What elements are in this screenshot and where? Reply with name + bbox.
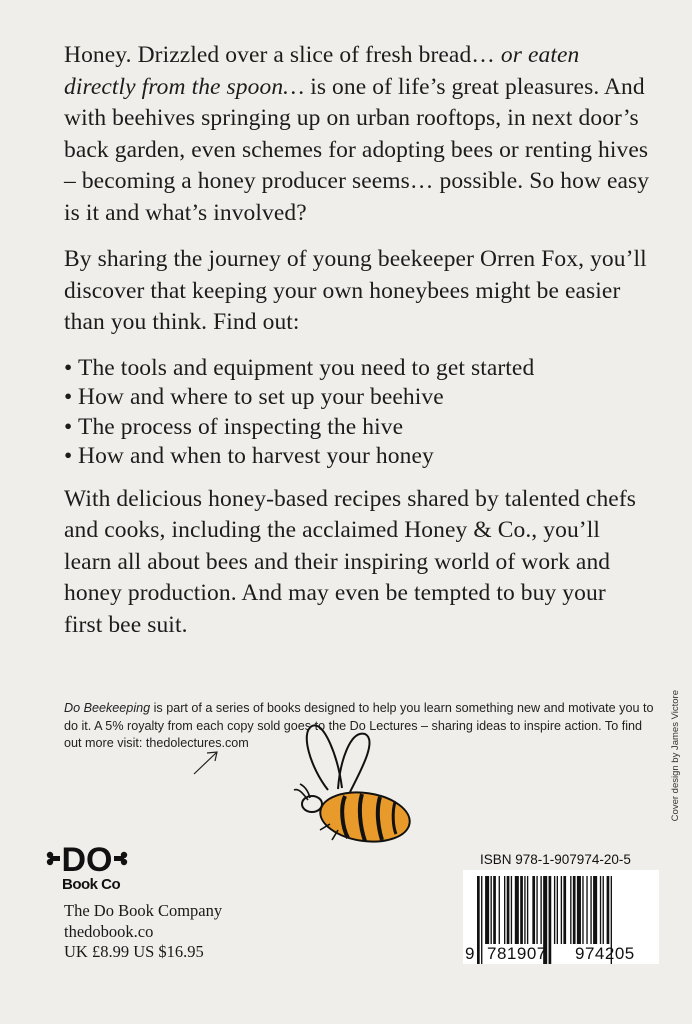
barcode-bar [590,876,591,944]
logo-subtitle: Book Co [62,876,121,893]
barcode-bar [532,876,535,944]
list-item-text: The process of inspecting the hive [78,413,404,440]
logo-mark: DO [61,841,113,879]
bone-icon [47,852,60,865]
barcode-bar [540,876,541,944]
barcode-digit-group-1: 781907 [487,944,547,963]
hand-drawn-arrow-icon [192,748,220,776]
bone-icon [114,852,127,865]
list-item-text: How and when to harvest your honey [78,443,434,469]
publisher-info [64,901,222,963]
blurb-paragraph-3: With delicious honey-based recipes shared by talented chefs and cooks, including the acclaimed Honey & Co., you’ll learn all about bees and their inspiring world of work and honey production. And may even be tempted to buy your first bee suit. [64,485,637,638]
price: UK £8.99 US $16.95 [64,942,204,961]
list-item [64,354,650,384]
list-item [64,413,650,443]
barcode-bar [603,876,604,944]
barcode-bar [586,876,587,944]
publisher-website: thedobook.co [64,921,154,941]
barcode-bar [477,876,480,964]
list-item [64,383,650,413]
barcode-bar [573,876,576,944]
barcode-bar [485,876,489,944]
bullet-icon: • [64,413,73,440]
series-title: Do Beekeeping [64,701,151,715]
blurb-p1-end: is one of life’s great pleasures. And with beehives springing up on urban rooftops, in next door’s back garden, even schemes for adopting bees or renting hives – becoming a honey producer seems… possible. So how easy is it and what’s involved? [64,73,650,226]
publisher-name: The Do Book Company [64,901,223,920]
barcode-bar [520,876,523,944]
barcode-bar [491,876,492,944]
bullet-icon: • [64,443,73,469]
barcode-bar [536,876,537,944]
list-item-text: The tools and equipment you need to get started [78,354,535,381]
barcode-digit-first: 9 [465,944,475,963]
barcode-bar [527,876,528,944]
barcode-bar [481,876,482,964]
barcode-bar [493,876,496,944]
barcode-bar [504,876,505,944]
blurb-paragraph-2: By sharing the journey of young beekeeper Orren Fox, you’ll discover that keeping your own honeybees might be easier than you think. Find out: [64,246,647,335]
barcode-bar [570,876,571,944]
series-text: is part of a series of books designed to help you learn something new and motivate you to do it. A 5% royalty from each copy sold goes to the Do Lectures – sharing ideas to inspire action. To find out more visit: thedolectures.com [64,701,654,750]
barcode-bar [499,876,500,944]
blurb-paragraph-1 [64,40,650,229]
bullet-icon: • [64,354,73,381]
barcode-bar [554,876,555,944]
barcode-bar [557,876,558,944]
bee-drawing-icon [290,712,415,852]
barcode-bar [549,876,552,964]
list-item-text: How and where to set up your beehive [78,384,444,410]
barcode-bar [577,876,581,944]
barcode-bar [600,876,601,944]
blurb-p1-italic: or eaten directly from the spoon… [64,42,580,100]
barcode-digit-group-2: 974205 [575,944,635,963]
barcode-bar [593,876,597,944]
list-item [64,442,650,472]
bullet-icon: • [64,384,73,410]
cover-credit: Cover design by James Victore [670,690,681,822]
blurb-text [64,40,650,656]
barcode-bar [561,876,562,944]
isbn-label: ISBN 978-1-907974-20-5 [480,852,631,867]
barcode-bar [563,876,566,944]
blurb-p1-start: Honey. Drizzled over a slice of fresh bread… [64,42,495,68]
feature-list [64,354,650,472]
barcode-bar [607,876,610,944]
barcode-bar [511,876,512,944]
barcode-bar [507,876,510,944]
barcode-bar [582,876,583,944]
barcode-bar [515,876,519,944]
barcode-bar [524,876,525,944]
